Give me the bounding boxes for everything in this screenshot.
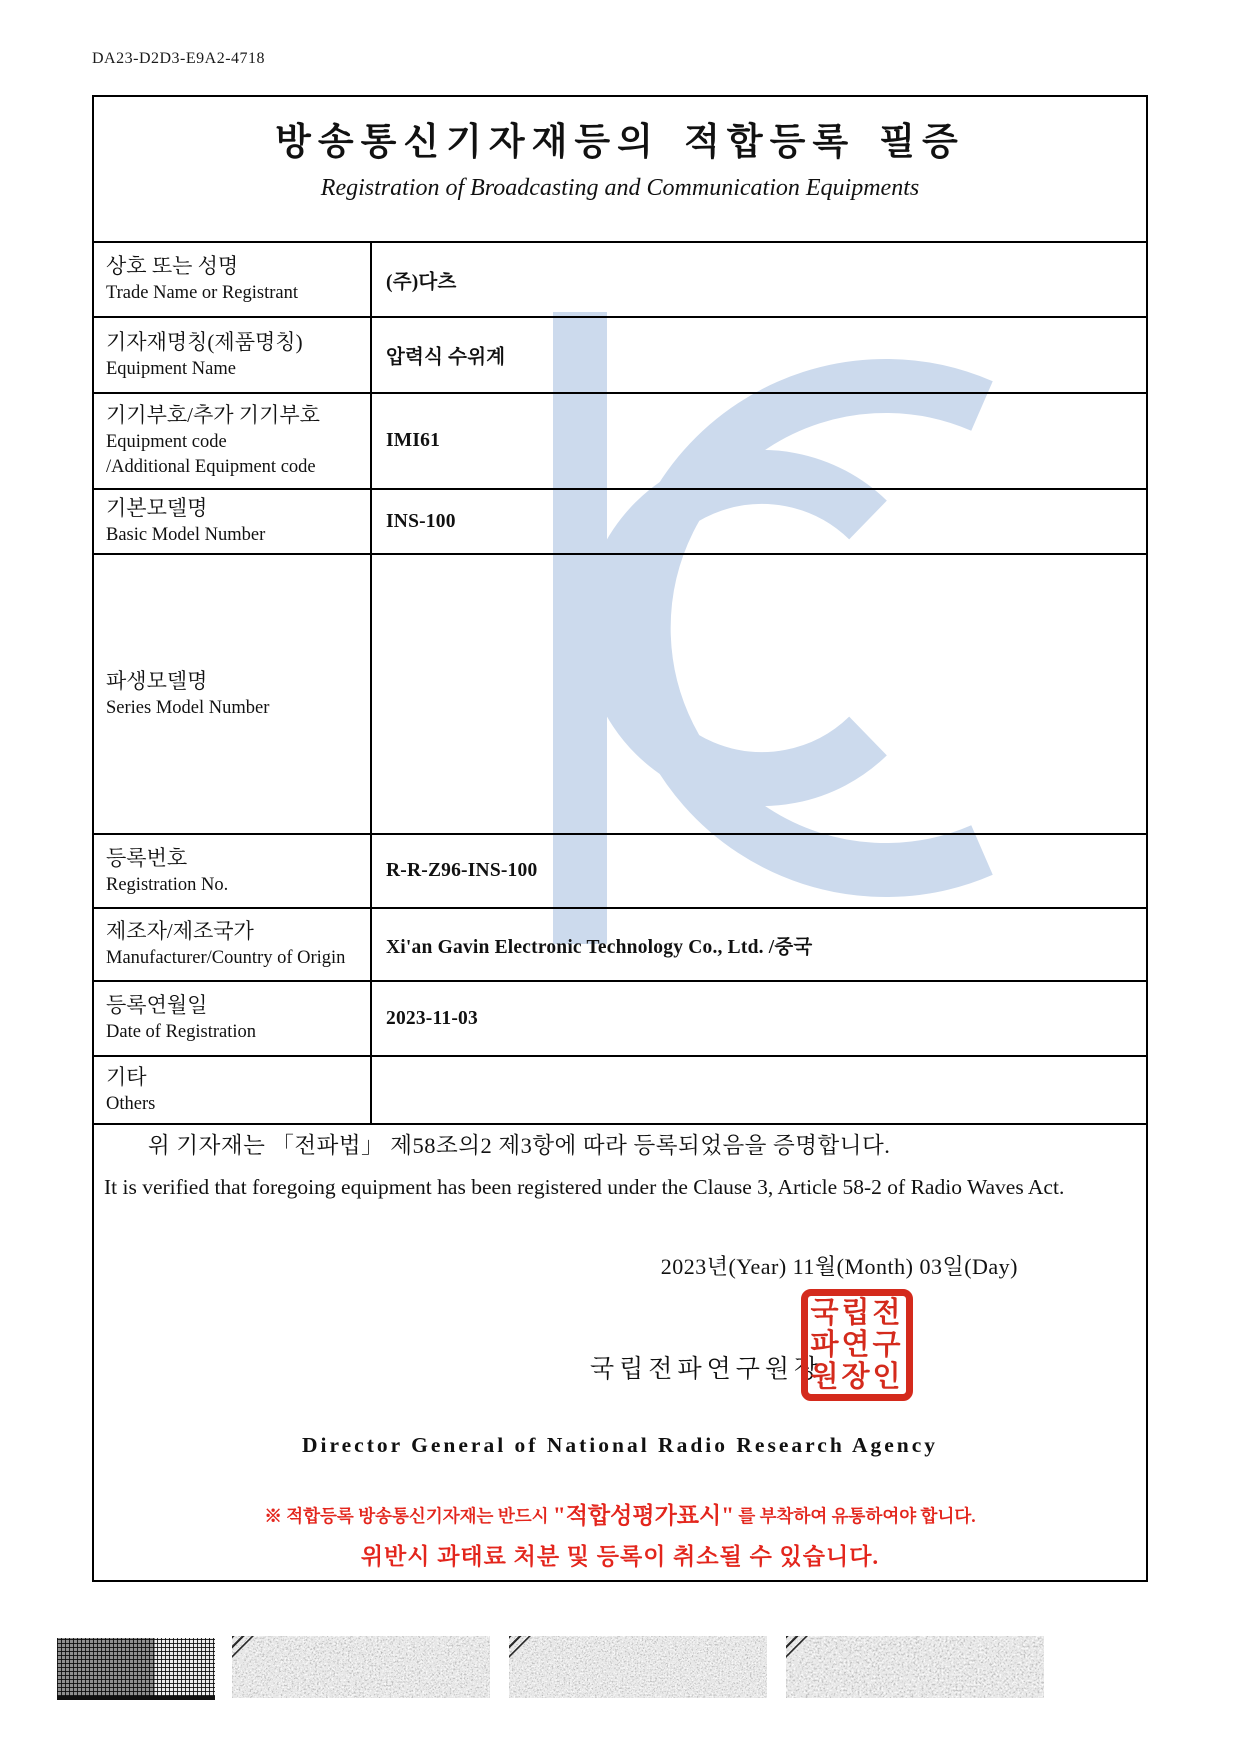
row-value (372, 555, 1146, 833)
seal-text-row: 원장인 (810, 1361, 904, 1393)
table-row (94, 835, 1146, 909)
certificate-title-english: Registration of Broadcasting and Communication Equipments (320, 175, 920, 201)
row-label (94, 318, 372, 392)
label-english: Manufacturer/Country of Origin (106, 948, 346, 969)
row-label (94, 982, 372, 1055)
row-value: 압력식 수위계 (386, 347, 506, 368)
certificate-title-korean: 방송통신기자재등의 적합등록 필증 (275, 122, 965, 163)
halftone-code-block (57, 1638, 215, 1700)
statement-korean: 위 기자재는 「전파법」 제58조의2 제3항에 따라 등록되었음을 증명합니다. (148, 1133, 891, 1158)
table-row (94, 243, 1146, 318)
compliance-notice (94, 1497, 1146, 1571)
label-korean: 기기부호/추가 기기부호 (106, 403, 320, 427)
label-korean: 기본모델명 (106, 496, 208, 521)
label-english: Others (106, 1093, 156, 1114)
row-value: Xi'an Gavin Electronic Technology Co., Ltd. /중국 (386, 936, 813, 958)
row-label (94, 394, 372, 488)
row-value: INS-100 (386, 510, 456, 532)
label-english: Trade Name or Registrant (106, 283, 298, 304)
noise-code-block (232, 1636, 490, 1698)
label-korean: 파생모델명 (106, 668, 208, 693)
official-seal (801, 1289, 913, 1401)
notice-suffix: 를 부착하여 유통하여야 합니다. (734, 1506, 976, 1526)
label-korean: 등록연월일 (106, 993, 208, 1018)
label-english: Series Model Number (106, 697, 270, 718)
table-row (94, 982, 1146, 1057)
document-id: DA23-D2D3-E9A2-4718 (92, 50, 266, 67)
label-english: Date of Registration (106, 1022, 257, 1043)
label-english-2: /Additional Equipment code (106, 457, 316, 478)
label-english: Equipment code (106, 431, 227, 452)
signer-title-english: Director General of National Radio Research Agency (301, 1433, 939, 1457)
title-block (94, 97, 1146, 243)
certificate-frame (92, 95, 1148, 1582)
seal-text-row: 국립전 (810, 1297, 904, 1329)
table-row (94, 555, 1146, 835)
notice-line-2: 위반시 과태료 처분 및 등록이 취소될 수 있습니다. (360, 1544, 880, 1569)
notice-emphasis: "적합성평가표시" (552, 1503, 734, 1528)
issue-date: 2023년(Year) 11월(Month) 03일(Day) (660, 1254, 1018, 1279)
label-korean: 등록번호 (106, 845, 188, 870)
table-row (94, 394, 1146, 490)
row-value: IMI61 (386, 430, 441, 451)
label-korean: 제조자/제조국가 (106, 919, 254, 944)
noise-code-block (509, 1636, 767, 1698)
table-row (94, 909, 1146, 982)
row-value: (주)다츠 (386, 271, 457, 293)
noise-code-block (786, 1636, 1044, 1698)
row-label (94, 835, 372, 907)
notice-line-1 (94, 1497, 1146, 1530)
row-label (94, 490, 372, 553)
label-english: Registration No. (106, 874, 229, 895)
table-row (94, 1057, 1146, 1125)
row-label (94, 243, 372, 316)
seal-text-row: 파연구 (810, 1329, 904, 1361)
row-value: 2023-11-03 (386, 1007, 478, 1029)
signer-title-korean: 국립전파연구원장 (590, 1356, 824, 1383)
row-label (94, 909, 372, 980)
table-row (94, 318, 1146, 394)
table-row (94, 490, 1146, 555)
row-value (372, 1057, 1146, 1123)
verification-statement (104, 1128, 1134, 1205)
label-korean: 상호 또는 성명 (106, 254, 239, 279)
label-english: Basic Model Number (106, 525, 266, 546)
label-english: Equipment Name (106, 358, 236, 379)
row-label (94, 1057, 372, 1123)
label-korean: 기타 (106, 1064, 147, 1089)
notice-prefix: ※ 적합등록 방송통신기자재는 반드시 (264, 1506, 553, 1526)
row-value: R-R-Z96-INS-100 (386, 860, 538, 881)
row-label (94, 555, 372, 833)
statement-english: It is verified that foregoing equipment has been registered under the Clause 3, Article 58-2 of Radio Waves Act. (104, 1175, 1065, 1199)
label-korean: 기자재명칭(제품명칭) (106, 329, 303, 354)
